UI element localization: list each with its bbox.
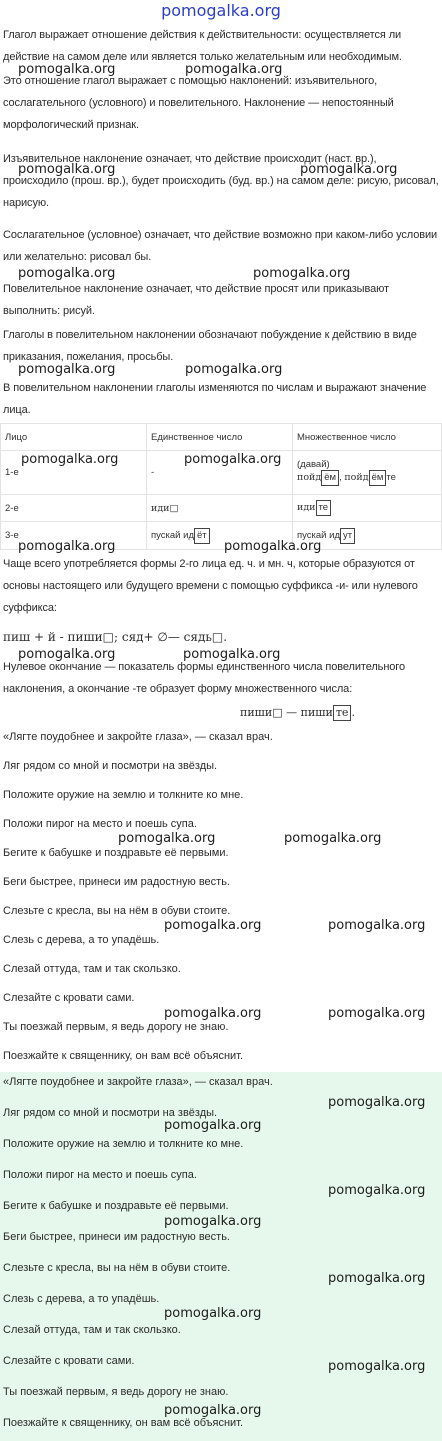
answer-sentence: Слезьте с кресла, вы на нём в обуви стоите.	[3, 1262, 231, 1274]
ending-box: ём	[321, 470, 339, 486]
watermark: pomogalka.org	[328, 1359, 426, 1374]
answer-sentence: Ляг рядом со мной и посмотри на звёзды.	[3, 1107, 218, 1119]
watermark: pomogalka.org	[18, 647, 116, 662]
task-sentence: Бегите к бабушке и поздравьте её первыми.	[3, 847, 229, 859]
table-cell-person: 3-е	[1, 522, 147, 550]
task-sentence: Ляг рядом со мной и посмотри на звёзды.	[3, 760, 218, 772]
paragraph-3: Изъявительное наклонение означает, что действие происходит (наст. вр.), происходило (прош. вр.), будет происходить (буд. вр.) на самом деле: рисую, рисовал, нарисую.	[3, 153, 439, 209]
answer-sentence: Ты поезжай первым, я ведь дорогу не знаю.	[3, 1386, 229, 1398]
task-sentence: Слезай оттуда, там и так скользко.	[3, 963, 181, 975]
task-sentence: «Лягте поудобнее и закройте глаза», — сказал врач.	[3, 731, 273, 743]
table-cell-singular: -	[147, 451, 293, 495]
answer-sentence: «Лягте поудобнее и закройте глаза», — сказал врач.	[3, 1076, 273, 1088]
formula-tail: пиши□ — пиши те .	[240, 706, 355, 719]
watermark: pomogalka.org	[328, 1183, 426, 1198]
task-sentence: Ты поезжай первым, я ведь дорогу не знаю.	[3, 1021, 229, 1033]
site-title[interactable]: pomogalka.org	[161, 1, 281, 20]
paragraph-4: Сослагательное (условное) означает, что действие возможно при каком-либо условии или желательно: рисовал бы.	[3, 229, 438, 263]
watermark: pomogalka.org	[18, 539, 116, 554]
table-cell-person: 2-е	[1, 495, 147, 522]
watermark: pomogalka.org	[164, 1403, 262, 1418]
table-cell-person: 1-е	[1, 451, 147, 495]
ending-box: те	[316, 500, 332, 516]
formula-left: пиши□ — пиши	[240, 706, 333, 719]
task-sentence: Положите оружие на землю и толкните ко мне.	[3, 789, 244, 801]
watermark: pomogalka.org	[164, 1118, 262, 1133]
suffix: те	[386, 472, 396, 483]
watermark: pomogalka.org	[18, 162, 116, 177]
ending-box: те	[333, 705, 352, 721]
watermark: pomogalka.org	[164, 1306, 262, 1321]
task-sentence: Слезьте с кресла, вы на нём в обуви стоите.	[3, 905, 231, 917]
ending-box: ёт	[194, 528, 210, 544]
paragraph-suffix-rule: Чаще всего употребляется формы 2-го лица ед. ч. и мн. ч, которые образуются от основы настоящего или будущего времени с помощью суффикса -и- или нулевого суффикса:	[3, 558, 418, 614]
watermark: pomogalka.org	[118, 831, 216, 846]
answer-sentence: Бегите к бабушке и поздравьте её первыми.	[3, 1200, 229, 1212]
answer-sentence: Поезжайте к священнику, он вам всё объяснит.	[3, 1417, 244, 1429]
answer-sentence: Слезайте с кровати сами.	[3, 1355, 135, 1367]
watermark: pomogalka.org	[184, 452, 282, 467]
watermark: pomogalka.org	[185, 62, 283, 77]
task-sentence: Поезжайте к священнику, он вам всё объяснит.	[3, 1050, 244, 1062]
watermark: pomogalka.org	[185, 362, 283, 377]
answer-sentence: Положи пирог на место и поешь супа.	[3, 1169, 197, 1181]
table-row	[1, 495, 442, 522]
watermark: pomogalka.org	[300, 162, 398, 177]
imperative-forms-table	[0, 423, 442, 550]
watermark: pomogalka.org	[164, 1006, 262, 1021]
watermark: pomogalka.org	[164, 918, 262, 933]
watermark: pomogalka.org	[253, 266, 351, 281]
table-cell-singular: иди□	[147, 495, 293, 522]
table-cell-plural: (давай) пойд ём , пойд ём те	[293, 451, 442, 495]
watermark: pomogalka.org	[328, 1271, 426, 1286]
formula-line: пиш + й - пиши□; сяд+ ∅— сядь□.	[3, 630, 228, 644]
word-stem: иди	[297, 502, 316, 513]
watermark: pomogalka.org	[18, 62, 116, 77]
paragraph-7: В повелительном наклонении глаголы изменяются по числам и выражают значение лица.	[3, 382, 427, 416]
watermark: pomogalka.org	[18, 266, 116, 281]
task-sentence: Слезь с дерева, а то упадёшь.	[3, 934, 160, 946]
table-header: Единственное число	[147, 424, 293, 451]
watermark: pomogalka.org	[21, 452, 119, 467]
word-stem: пускай ид	[151, 529, 194, 541]
watermark: pomogalka.org	[328, 1006, 426, 1021]
paragraph-2: Это отношение глагол выражает с помощью наклонений: изъявительного, сослагательного (условного) и повелительного. Наклонение — непостоянный морфологический признак.	[3, 75, 394, 131]
answer-sentence: Беги быстрее, принеси им радостную весть.	[3, 1231, 230, 1243]
paragraph-1: Глагол выражает отношение действия к действительности: осуществляется ли действие на самом деле или является только желательным или необходимым.	[3, 29, 402, 63]
paragraph-6: Глаголы в повелительном наклонении обозначают побуждение к действию в виде приказания, пожелания, просьбы.	[3, 329, 417, 363]
word-stem: пойд	[297, 472, 322, 483]
watermark: pomogalka.org	[164, 1214, 262, 1229]
word-stem: пускай ид	[297, 529, 340, 541]
task-sentence: Слезайте с кровати сами.	[3, 992, 135, 1004]
watermark: pomogalka.org	[328, 1095, 426, 1110]
ending-box: ут	[340, 528, 355, 544]
table-header: Множественное число	[293, 424, 442, 451]
answer-sentence: Положите оружие на землю и толкните ко мне.	[3, 1138, 244, 1150]
plural-prefix: (давай)	[297, 459, 330, 470]
ending-box: ём	[369, 470, 387, 486]
answer-sentence: Слезай оттуда, там и так скользко.	[3, 1324, 181, 1336]
task-sentence: Положи пирог на место и поешь супа.	[3, 818, 197, 830]
task-sentence: Беги быстрее, принеси им радостную весть.	[3, 876, 230, 888]
paragraph-zero-ending: Нулевое окончание — показатель формы единственного числа повелительного наклонения, а окончание -те образует форму множественного числа:	[3, 661, 405, 695]
watermark: pomogalka.org	[224, 539, 322, 554]
answer-sentence: Слезь с дерева, а то упадёшь.	[3, 1293, 160, 1305]
watermark: pomogalka.org	[328, 918, 426, 933]
paragraph-5: Повелительное наклонение означает, что действие просят или приказывают выполнить: рисуй.	[3, 283, 389, 317]
table-header: Лицо	[1, 424, 147, 451]
word-stem: пойд	[344, 472, 369, 483]
table-cell-plural	[293, 495, 442, 522]
watermark: pomogalka.org	[183, 647, 281, 662]
watermark: pomogalka.org	[284, 831, 382, 846]
watermark: pomogalka.org	[18, 362, 116, 377]
